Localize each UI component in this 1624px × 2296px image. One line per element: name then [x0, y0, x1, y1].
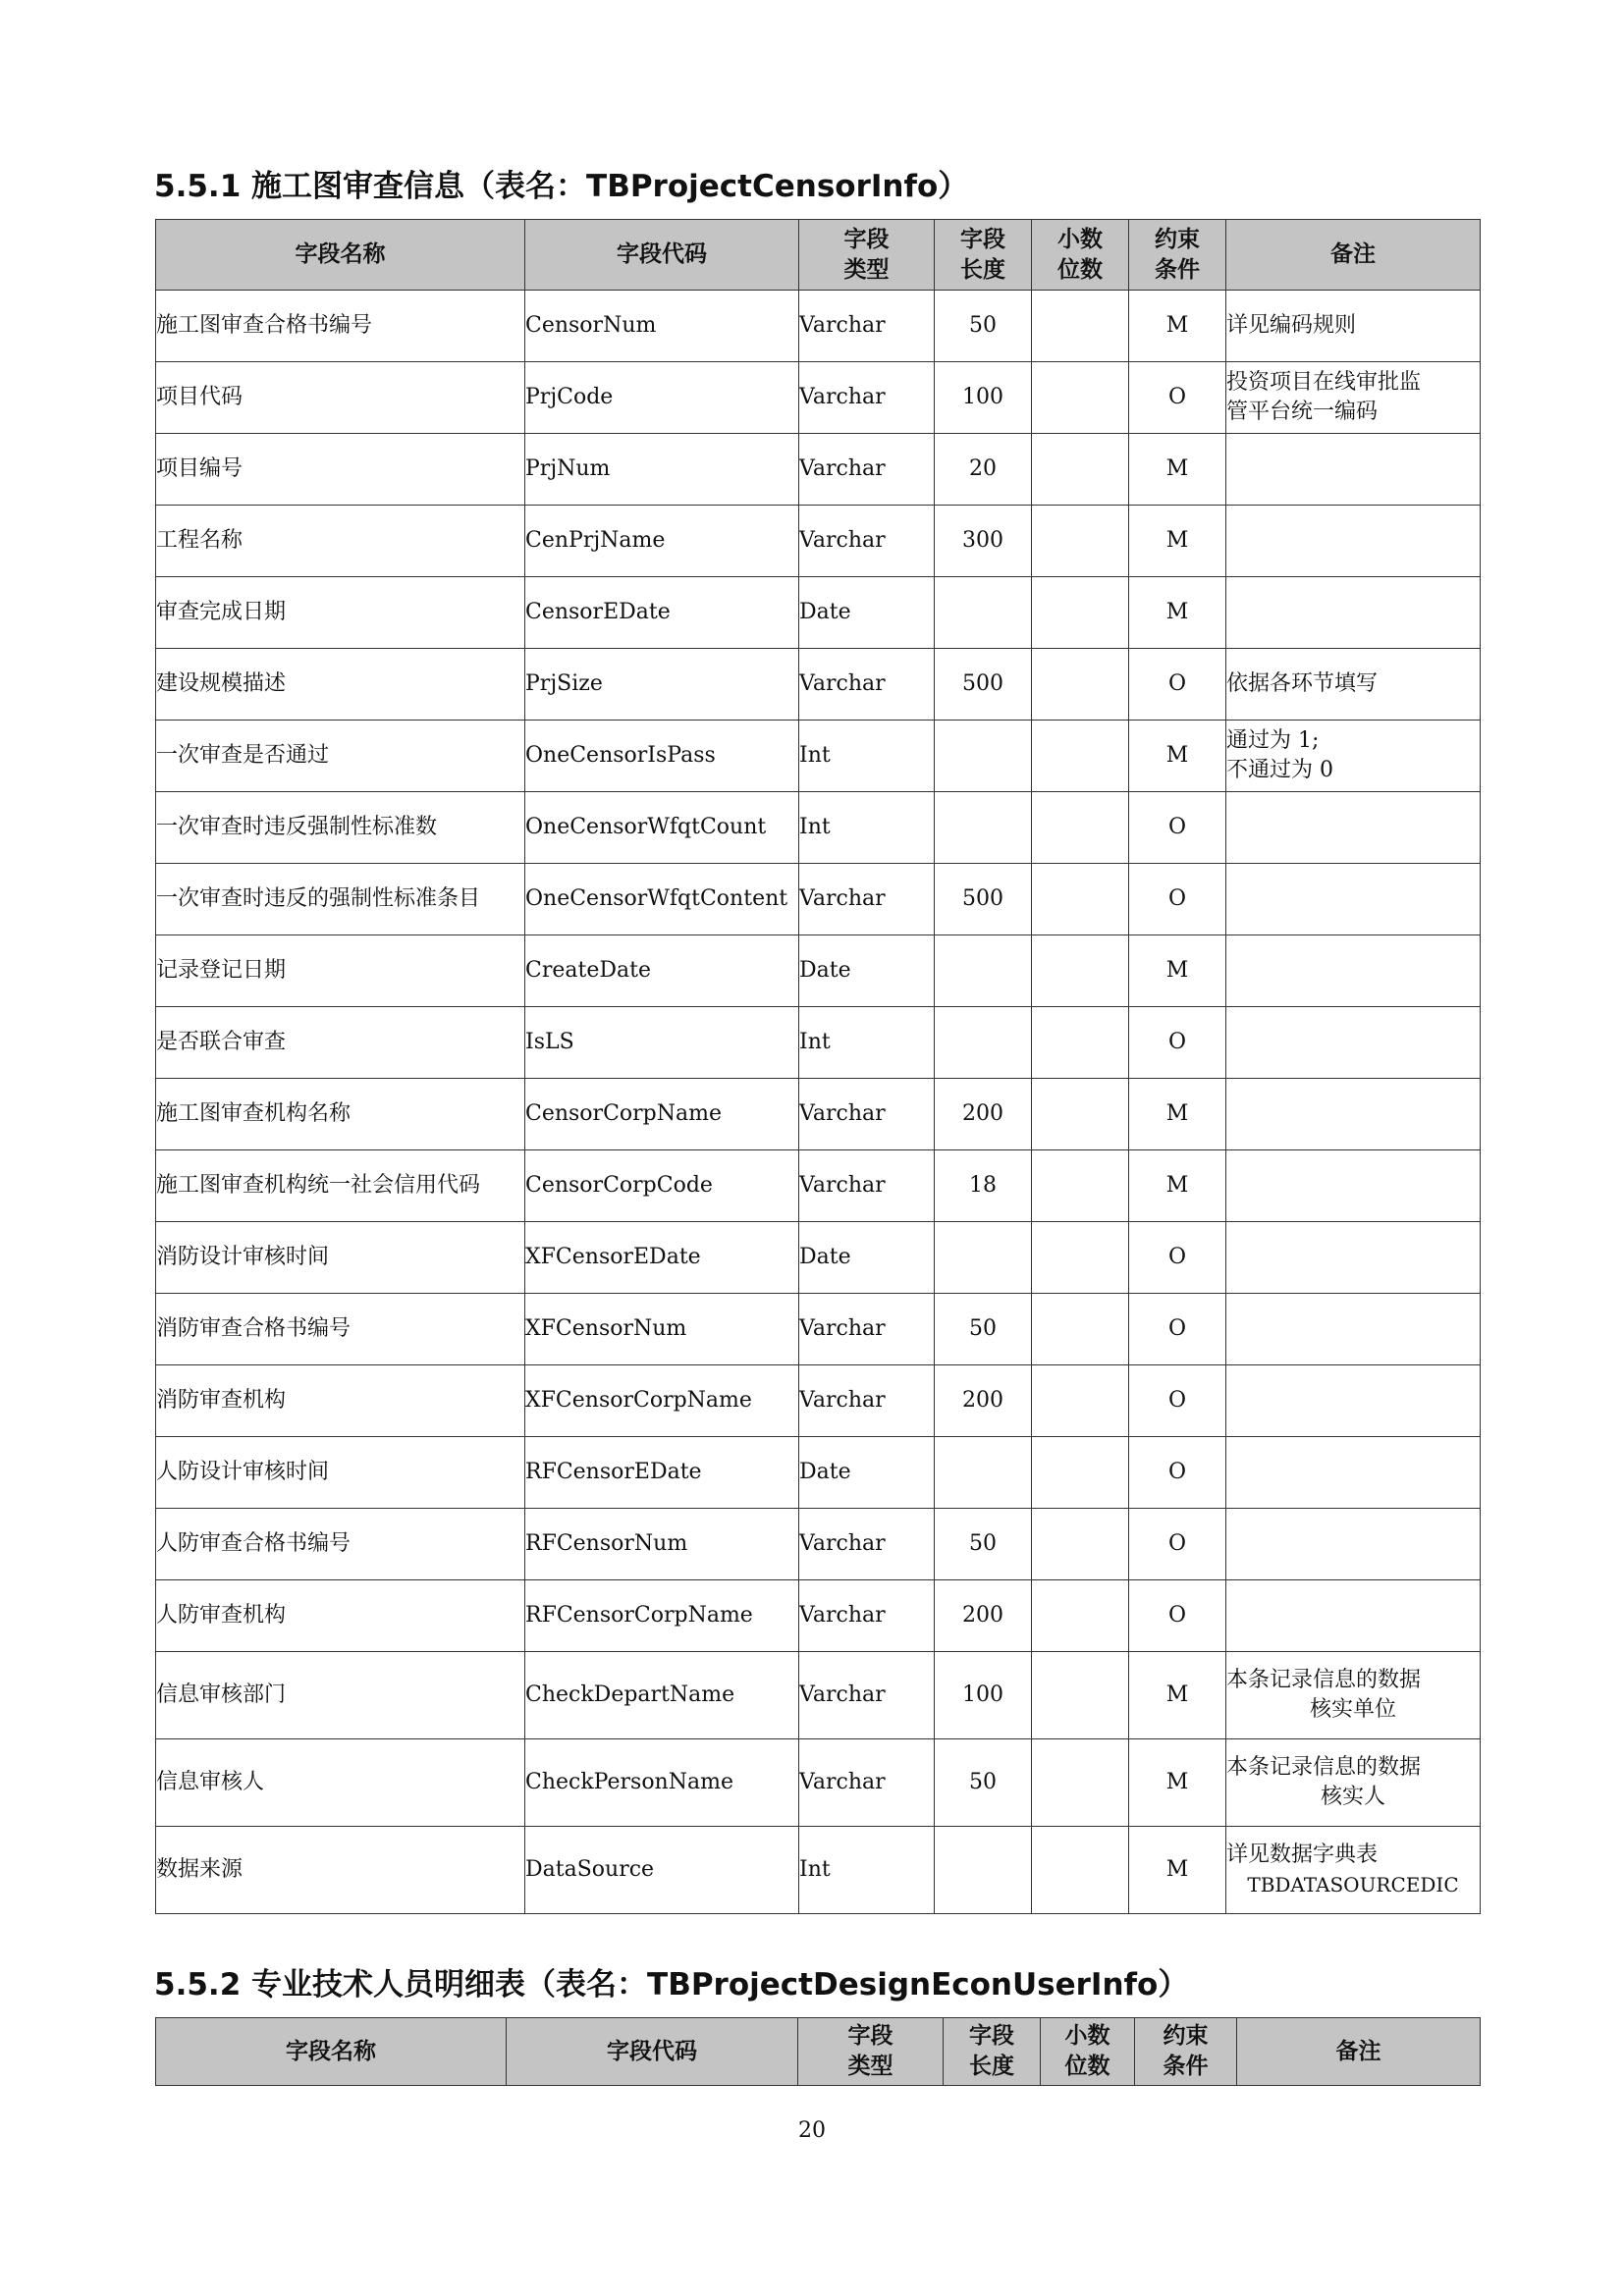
decimal-places-cell [1032, 792, 1129, 864]
note-cell [1226, 1580, 1481, 1652]
header-note: 备注 [1226, 220, 1481, 291]
constraint-cell: O [1129, 362, 1226, 434]
table-row [156, 1580, 1481, 1652]
field-type-cell: Varchar [799, 434, 935, 506]
note-cell [1226, 291, 1481, 362]
constraint-cell: M [1129, 506, 1226, 577]
table-row [156, 1652, 1481, 1739]
field-type-cell: Date [799, 1437, 935, 1509]
field-name-cell: 项目代码 [156, 362, 525, 434]
note-line: 管平台统一编码 [1226, 400, 1379, 424]
note-cell [1226, 1739, 1481, 1827]
header-field-type: 字段 类型 [798, 2018, 944, 2086]
constraint-cell: O [1129, 649, 1226, 721]
decimal-places-cell [1032, 649, 1129, 721]
field-length-cell [935, 792, 1032, 864]
decimal-places-cell [1032, 1580, 1129, 1652]
decimal-places-cell [1032, 1150, 1129, 1222]
field-code-cell: PrjNum [525, 434, 799, 506]
constraint-cell: M [1129, 1827, 1226, 1914]
constraint-cell: M [1129, 434, 1226, 506]
field-code-cell: OneCensorWfqtCount [525, 792, 799, 864]
constraint-cell: O [1129, 1365, 1226, 1437]
table-row [156, 291, 1481, 362]
table-row [156, 1222, 1481, 1294]
header-field-name: 字段名称 [156, 220, 525, 291]
field-code-cell: CreateDate [525, 935, 799, 1007]
table-row [156, 792, 1481, 864]
decimal-places-cell [1032, 506, 1129, 577]
field-code-cell: CheckPersonName [525, 1739, 799, 1827]
field-name-cell: 项目编号 [156, 434, 525, 506]
decimal-places-cell [1032, 1222, 1129, 1294]
table-row [156, 506, 1481, 577]
field-code-cell: CensorCorpName [525, 1079, 799, 1150]
field-length-cell: 50 [935, 291, 1032, 362]
field-type-cell: Date [799, 1222, 935, 1294]
field-name-cell: 审查完成日期 [156, 577, 525, 649]
field-length-cell: 200 [935, 1079, 1032, 1150]
note-line: 通过为 1; [1226, 728, 1320, 753]
field-length-cell [935, 1007, 1032, 1079]
field-name-cell: 消防审查合格书编号 [156, 1294, 525, 1365]
note-cell [1226, 1509, 1481, 1580]
constraint-cell: M [1129, 1652, 1226, 1739]
field-length-cell [935, 577, 1032, 649]
decimal-places-cell [1032, 1509, 1129, 1580]
decimal-places-cell [1032, 1739, 1129, 1827]
decimal-places-cell [1032, 291, 1129, 362]
header-field-code: 字段代码 [525, 220, 799, 291]
page-number: 20 [798, 2118, 826, 2143]
header-field-type: 字段 类型 [799, 220, 935, 291]
field-type-cell: Varchar [799, 1365, 935, 1437]
note-line: 依据各环节填写 [1226, 671, 1379, 696]
field-type-cell: Varchar [799, 864, 935, 935]
field-type-cell: Varchar [799, 1150, 935, 1222]
table-row [156, 362, 1481, 434]
field-name-cell: 一次审查时违反的强制性标准条目 [156, 864, 525, 935]
note-cell [1226, 1222, 1481, 1294]
field-length-cell: 18 [935, 1150, 1032, 1222]
note-line: 本条记录信息的数据 [1226, 1668, 1422, 1692]
table-row [156, 1739, 1481, 1827]
note-cell [1226, 1007, 1481, 1079]
field-type-cell: Varchar [799, 506, 935, 577]
constraint-cell: O [1129, 864, 1226, 935]
constraint-cell: O [1129, 1007, 1226, 1079]
field-code-cell: RFCensorNum [525, 1509, 799, 1580]
constraint-cell: O [1129, 1222, 1226, 1294]
header-note: 备注 [1237, 2018, 1481, 2086]
field-name-cell: 建设规模描述 [156, 649, 525, 721]
decimal-places-cell [1032, 1652, 1129, 1739]
note-cell [1226, 864, 1481, 935]
header-constraint: 约束 条件 [1135, 2018, 1237, 2086]
table-row [156, 935, 1481, 1007]
table-row [156, 1007, 1481, 1079]
decimal-places-cell [1032, 577, 1129, 649]
note-cell [1226, 935, 1481, 1007]
note-line: TBDATASOURCEDIC [1247, 1873, 1459, 1896]
constraint-cell: O [1129, 1437, 1226, 1509]
constraint-cell: M [1129, 1150, 1226, 1222]
field-name-cell: 信息审核人 [156, 1739, 525, 1827]
field-name-cell: 施工图审查机构统一社会信用代码 [156, 1150, 525, 1222]
field-name-cell: 是否联合审查 [156, 1007, 525, 1079]
field-name-cell: 人防审查机构 [156, 1580, 525, 1652]
field-length-cell: 100 [935, 362, 1032, 434]
constraint-cell: O [1129, 1509, 1226, 1580]
field-length-cell: 300 [935, 506, 1032, 577]
header-field-name: 字段名称 [156, 2018, 507, 2086]
constraint-cell: M [1129, 935, 1226, 1007]
table-row [156, 649, 1481, 721]
note-cell [1226, 362, 1481, 434]
field-type-cell: Varchar [799, 1509, 935, 1580]
field-type-cell: Varchar [799, 1079, 935, 1150]
field-length-cell: 50 [935, 1294, 1032, 1365]
note-line: 本条记录信息的数据 [1226, 1755, 1422, 1780]
decimal-places-cell [1032, 1827, 1129, 1914]
field-code-cell: DataSource [525, 1827, 799, 1914]
note-cell [1226, 1150, 1481, 1222]
field-name-cell: 施工图审查合格书编号 [156, 291, 525, 362]
field-length-cell [935, 1827, 1032, 1914]
decimal-places-cell [1032, 1294, 1129, 1365]
field-length-cell [935, 721, 1032, 792]
constraint-cell: M [1129, 577, 1226, 649]
table-row [156, 864, 1481, 935]
note-line: 详见数据字典表 [1226, 1842, 1379, 1867]
field-code-cell: OneCensorWfqtContent [525, 864, 799, 935]
field-name-cell: 一次审查是否通过 [156, 721, 525, 792]
note-cell [1226, 1437, 1481, 1509]
field-type-cell: Varchar [799, 1652, 935, 1739]
constraint-cell: M [1129, 1079, 1226, 1150]
field-length-cell [935, 935, 1032, 1007]
table-row [156, 1437, 1481, 1509]
constraint-cell: M [1129, 291, 1226, 362]
field-type-cell: Varchar [799, 1580, 935, 1652]
table-row [156, 1079, 1481, 1150]
field-type-cell: Varchar [799, 1294, 935, 1365]
note-cell [1226, 1079, 1481, 1150]
field-length-cell: 50 [935, 1739, 1032, 1827]
field-name-cell: 消防审查机构 [156, 1365, 525, 1437]
decimal-places-cell [1032, 362, 1129, 434]
note-cell [1226, 506, 1481, 577]
note-cell [1226, 434, 1481, 506]
field-type-cell: Int [799, 721, 935, 792]
note-cell [1226, 577, 1481, 649]
field-length-cell [935, 1222, 1032, 1294]
field-length-cell: 100 [935, 1652, 1032, 1739]
field-type-cell: Date [799, 935, 935, 1007]
decimal-places-cell [1032, 721, 1129, 792]
field-length-cell: 500 [935, 649, 1032, 721]
table-row [156, 721, 1481, 792]
header-field-length: 字段 长度 [944, 2018, 1041, 2086]
note-cell [1226, 1827, 1481, 1914]
constraint-cell: M [1129, 1739, 1226, 1827]
section-title-censor-info: 5.5.1 施工图审查信息（表名：TBProjectCensorInfo） [154, 169, 969, 204]
header-decimal-places: 小数 位数 [1041, 2018, 1135, 2086]
decimal-places-cell [1032, 1007, 1129, 1079]
field-length-cell [935, 1437, 1032, 1509]
table-header-row [156, 2018, 1481, 2086]
field-code-cell: CenPrjName [525, 506, 799, 577]
constraint-cell: O [1129, 1580, 1226, 1652]
decimal-places-cell [1032, 434, 1129, 506]
field-code-cell: CensorCorpCode [525, 1150, 799, 1222]
design-econ-user-table [155, 2017, 1481, 2086]
field-code-cell: CheckDepartName [525, 1652, 799, 1739]
decimal-places-cell [1032, 864, 1129, 935]
note-line: 不通过为 0 [1226, 758, 1333, 782]
note-cell [1226, 1365, 1481, 1437]
field-code-cell: XFCensorCorpName [525, 1365, 799, 1437]
note-cell [1226, 1652, 1481, 1739]
note-line: 核实人 [1320, 1785, 1385, 1809]
field-code-cell: RFCensorCorpName [525, 1580, 799, 1652]
field-type-cell: Int [799, 792, 935, 864]
constraint-cell: O [1129, 792, 1226, 864]
decimal-places-cell [1032, 1365, 1129, 1437]
note-line: 投资项目在线审批监 [1226, 370, 1422, 395]
note-cell [1226, 792, 1481, 864]
field-code-cell: PrjCode [525, 362, 799, 434]
field-length-cell: 200 [935, 1580, 1032, 1652]
section-title-design-econ-user-info: 5.5.2 专业技术人员明细表（表名：TBProjectDesignEconUserInfo） [154, 1967, 1189, 2002]
decimal-places-cell [1032, 935, 1129, 1007]
field-type-cell: Date [799, 577, 935, 649]
field-code-cell: IsLS [525, 1007, 799, 1079]
field-name-cell: 施工图审查机构名称 [156, 1079, 525, 1150]
field-name-cell: 消防设计审核时间 [156, 1222, 525, 1294]
field-type-cell: Varchar [799, 1739, 935, 1827]
table-header-row [156, 220, 1481, 291]
field-name-cell: 人防审查合格书编号 [156, 1509, 525, 1580]
field-length-cell: 500 [935, 864, 1032, 935]
field-type-cell: Varchar [799, 291, 935, 362]
table-row [156, 1509, 1481, 1580]
note-cell [1226, 721, 1481, 792]
decimal-places-cell [1032, 1079, 1129, 1150]
field-name-cell: 人防设计审核时间 [156, 1437, 525, 1509]
field-name-cell: 信息审核部门 [156, 1652, 525, 1739]
table-row [156, 1365, 1481, 1437]
header-decimal-places: 小数 位数 [1032, 220, 1129, 291]
field-code-cell: CensorNum [525, 291, 799, 362]
field-code-cell: PrjSize [525, 649, 799, 721]
field-code-cell: RFCensorEDate [525, 1437, 799, 1509]
field-name-cell: 工程名称 [156, 506, 525, 577]
table-row [156, 577, 1481, 649]
field-length-cell: 200 [935, 1365, 1032, 1437]
constraint-cell: M [1129, 721, 1226, 792]
header-field-length: 字段 长度 [935, 220, 1032, 291]
decimal-places-cell [1032, 1437, 1129, 1509]
note-line: 核实单位 [1309, 1697, 1396, 1722]
note-line: 详见编码规则 [1226, 313, 1357, 338]
field-length-cell: 50 [935, 1509, 1032, 1580]
field-type-cell: Int [799, 1007, 935, 1079]
table-row [156, 434, 1481, 506]
table-row [156, 1150, 1481, 1222]
field-type-cell: Int [799, 1827, 935, 1914]
constraint-cell: O [1129, 1294, 1226, 1365]
field-length-cell: 20 [935, 434, 1032, 506]
table-row [156, 1294, 1481, 1365]
header-field-code: 字段代码 [507, 2018, 798, 2086]
field-code-cell: XFCensorEDate [525, 1222, 799, 1294]
field-type-cell: Varchar [799, 649, 935, 721]
field-code-cell: OneCensorIsPass [525, 721, 799, 792]
field-code-cell: XFCensorNum [525, 1294, 799, 1365]
table-row [156, 1827, 1481, 1914]
field-type-cell: Varchar [799, 362, 935, 434]
field-name-cell: 记录登记日期 [156, 935, 525, 1007]
field-name-cell: 一次审查时违反强制性标准数 [156, 792, 525, 864]
header-constraint: 约束 条件 [1129, 220, 1226, 291]
note-cell [1226, 1294, 1481, 1365]
field-name-cell: 数据来源 [156, 1827, 525, 1914]
field-code-cell: CensorEDate [525, 577, 799, 649]
censor-info-table [155, 219, 1481, 1914]
note-cell [1226, 649, 1481, 721]
